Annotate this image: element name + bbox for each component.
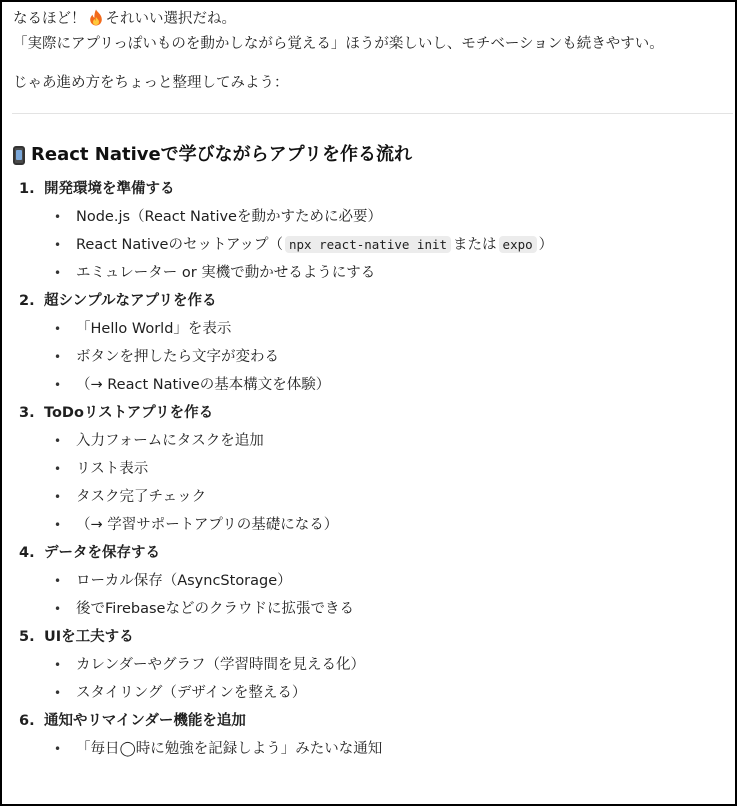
list-item (13, 343, 729, 371)
step-item (13, 539, 729, 623)
chat-message (13, 8, 729, 763)
list-item (13, 203, 729, 231)
text-fragment: または (453, 237, 497, 253)
list-item-text: Node.js（React Nativeを動かすために必要） (76, 209, 382, 225)
step-number: 6. (19, 713, 35, 729)
list-item-text (76, 237, 553, 253)
list-item-text: 「Hello World」を表示 (76, 321, 232, 337)
step-title (13, 623, 729, 651)
bullet: • (54, 350, 62, 364)
step-number: 4. (19, 545, 35, 561)
intro-line-3: じゃあ進め方をちょっと整理してみよう： (13, 75, 289, 91)
divider (12, 113, 733, 114)
bullet: • (54, 434, 62, 448)
list-item (13, 259, 729, 287)
list-item (13, 511, 729, 539)
bullet: • (54, 462, 62, 476)
step-number: 1. (19, 181, 35, 197)
bullet: • (54, 490, 62, 504)
text-fragment: React Nativeのセットアップ（ (76, 237, 283, 253)
bullet: • (54, 322, 62, 336)
list-item-text: タスク完了チェック (76, 489, 207, 505)
sub-list (13, 203, 729, 287)
bullet: • (54, 602, 62, 616)
list-item (13, 483, 729, 511)
step-item (13, 707, 729, 763)
bullet: • (54, 238, 62, 252)
list-item (13, 427, 729, 455)
step-number: 3. (19, 405, 35, 421)
list-item-text: （→ 学習サポートアプリの基礎になる） (76, 517, 339, 533)
list-item-text: 後でFirebaseなどのクラウドに拡張できる (76, 601, 354, 617)
step-item (13, 175, 729, 287)
step-item (13, 287, 729, 399)
list-item (13, 595, 729, 623)
step-number: 2. (19, 293, 35, 309)
sub-list (13, 651, 729, 707)
list-item-text: （→ React Nativeの基本構文を体験） (76, 377, 331, 393)
intro-text-after: それいい選択だね。 (105, 11, 236, 27)
intro-line-2: 「実際にアプリっぽいものを動かしながら覚える」ほうが楽しいし、モチベーションも続きやすい。 (13, 36, 664, 52)
list-item (13, 567, 729, 595)
bullet: • (54, 686, 62, 700)
inline-code: expo (499, 236, 537, 253)
list-item (13, 371, 729, 399)
list-item (13, 231, 729, 259)
step-item (13, 399, 729, 539)
step-title (13, 707, 729, 735)
bullet: • (54, 266, 62, 280)
bullet: • (54, 574, 62, 588)
step-title-text: データを保存する (44, 545, 160, 561)
step-title-text: UIを工夫する (44, 629, 134, 645)
sub-list (13, 315, 729, 399)
list-item-text: スタイリング（デザインを整える） (76, 685, 307, 701)
step-title-text: 超シンプルなアプリを作る (44, 293, 217, 309)
sub-list (13, 427, 729, 539)
sub-list (13, 567, 729, 623)
step-title (13, 399, 729, 427)
step-number: 5. (19, 629, 35, 645)
step-title-text: ToDoリストアプリを作る (44, 405, 214, 421)
bullet: • (54, 378, 62, 392)
bullet: • (54, 658, 62, 672)
mobile-phone-icon (13, 146, 25, 165)
list-item-text: 入力フォームにタスクを追加 (76, 433, 264, 449)
bullet: • (54, 518, 62, 532)
steps-list (13, 175, 729, 763)
step-item (13, 623, 729, 707)
bullet: • (54, 210, 62, 224)
list-item-text: 「毎日◯時に勉強を記録しよう」みたいな通知 (76, 741, 383, 757)
list-item-text: エミュレーター or 実機で動かせるようにする (76, 265, 376, 281)
list-item (13, 679, 729, 707)
intro-text-before: なるほど！ (13, 11, 86, 27)
step-title (13, 287, 729, 315)
step-title (13, 175, 729, 203)
inline-code: npx react-native init (285, 236, 451, 253)
step-title-text: 開発環境を準備する (44, 181, 175, 197)
section-heading-text: React Nativeで学びながらアプリを作る流れ (31, 144, 412, 165)
list-item-text: ボタンを押したら文字が変わる (76, 349, 279, 365)
fire-icon (89, 9, 103, 26)
sub-list (13, 735, 729, 763)
list-item-text: ローカル保存（AsyncStorage） (76, 573, 292, 589)
intro-line-1 (13, 8, 729, 30)
step-title-text: 通知やリマインダー機能を追加 (44, 713, 246, 729)
list-item (13, 651, 729, 679)
text-fragment: ） (538, 237, 554, 253)
list-item-text: カレンダーやグラフ（学習時間を見える化） (76, 657, 366, 673)
list-item (13, 735, 729, 763)
list-item (13, 315, 729, 343)
step-title (13, 539, 729, 567)
bullet: • (54, 742, 62, 756)
list-item (13, 455, 729, 483)
list-item-text: リスト表示 (76, 461, 149, 477)
section-heading (13, 143, 729, 167)
